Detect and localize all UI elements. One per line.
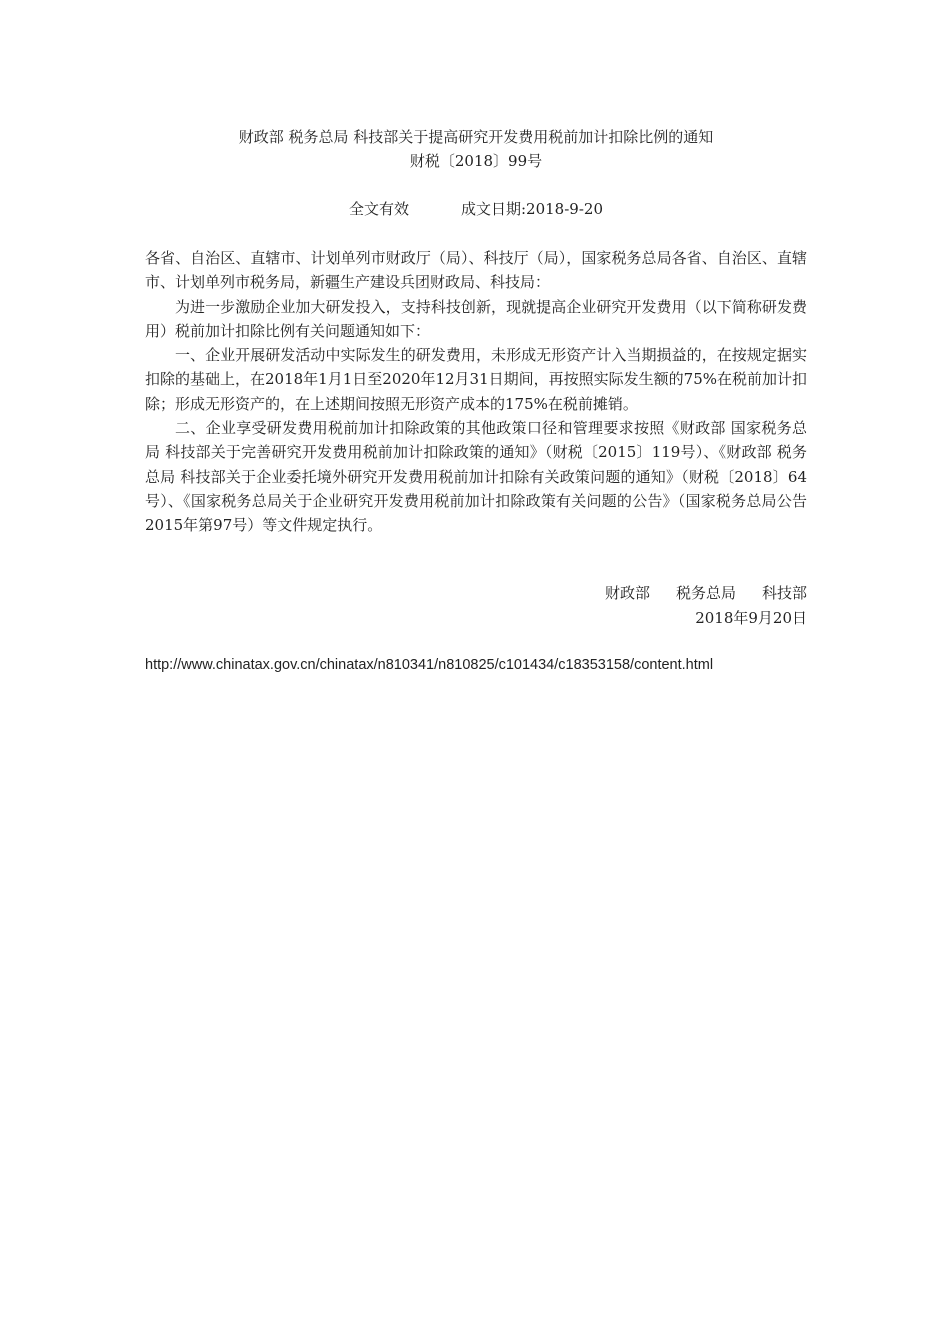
- issuer-name: 科技部: [761, 583, 807, 602]
- issuer-name: 财政部: [604, 583, 650, 602]
- document-body: [145, 246, 807, 538]
- document-status-line: [145, 197, 807, 221]
- issue-date: 成文日期:2018-9-20: [461, 200, 603, 218]
- issuer-name: 税务总局: [675, 583, 736, 602]
- issuer-line: [145, 581, 807, 606]
- signature-date: 2018年9月20日: [695, 608, 807, 627]
- body-paragraph: 一、企业开展研发活动中实际发生的研发费用，未形成无形资产计入当期损益的，在按规定据实扣除的基础上，在2018年1月1日至2020年12月31日期间，再按照实际发生额的75%在税前加计扣除；形成无形资产的，在上述期间按照无形资产成本的175%在税前摊销。: [145, 346, 807, 413]
- signature-block: [145, 581, 807, 631]
- document-content: [145, 125, 807, 675]
- source-url-link[interactable]: http://www.chinatax.gov.cn/chinatax/n810341/n810825/c101434/c18353158/content.html: [145, 656, 714, 673]
- body-paragraph: 为进一步激励企业加大研发投入，支持科技创新，现就提高企业研究开发费用（以下简称研发费用）税前加计扣除比例有关问题通知如下：: [145, 297, 807, 340]
- addressee-paragraph: 各省、自治区、直辖市、计划单列市财政厅（局）、科技厅（局），国家税务总局各省、自治区、直辖市、计划单列市税务局，新疆生产建设兵团财政局、科技局：: [145, 249, 807, 292]
- document-number: 财税〔2018〕99号: [409, 152, 543, 170]
- validity-status: 全文有效: [348, 200, 409, 218]
- body-paragraph: 二、企业享受研发费用税前加计扣除政策的其他政策口径和管理要求按照《财政部 国家税务总局 科技部关于完善研究开发费用税前加计扣除政策的通知》（财税〔2015〕119号）、《财政部 税务总局 科技部关于企业委托境外研究开发费用税前加计扣除有关政策问题的通知》（财税〔2018〕64号）、《国家税务总局关于企业研究开发费用税前加计扣除政策有关问题的公告》（国家税务总局公告2015年第97号）等文件规定执行。: [145, 419, 807, 535]
- document-title: 财政部 税务总局 科技部关于提高研究开发费用税前加计扣除比例的通知: [238, 128, 714, 146]
